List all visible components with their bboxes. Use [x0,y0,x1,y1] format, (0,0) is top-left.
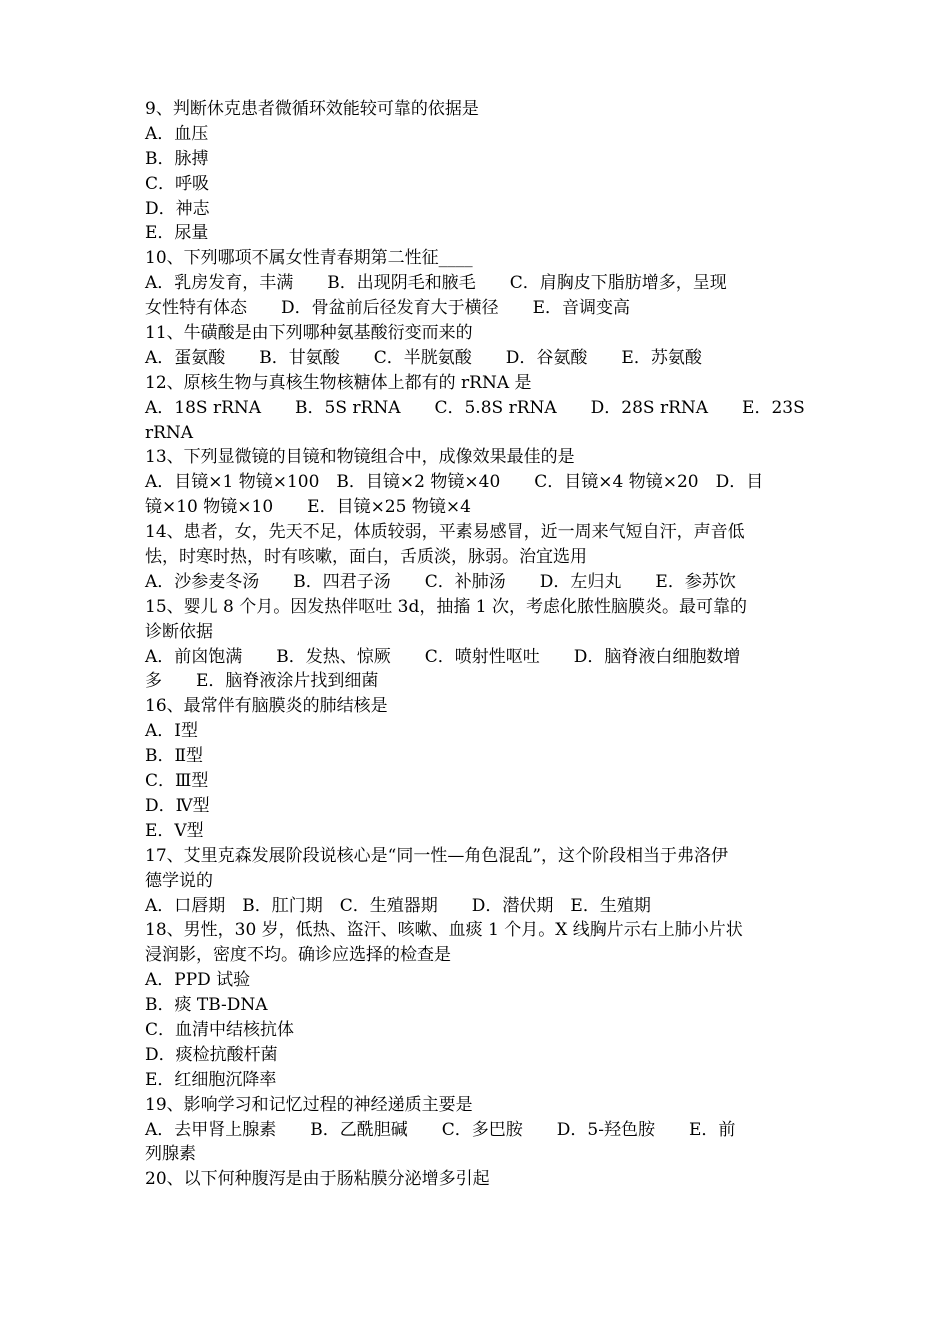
text-line: A．前囟饱满 B．发热、惊厥 C．喷射性呕吐 D．脑脊液白细胞数增 [145,646,741,667]
text-line: 15、婴儿 8 个月。因发热伴呕吐 3d，抽搐 1 次，考虑化脓性脑膜炎。最可靠的 [145,596,747,617]
text-line: A．蛋氨酸 B．甘氨酸 C．半胱氨酸 D．谷氨酸 E．苏氨酸 [145,347,702,368]
text-line: A．18S rRNA B．5S rRNA C．5.8S rRNA D．28S rRNA E．23S [145,397,805,418]
text-line: 怯，时寒时热，时有咳嗽，面白，舌质淡，脉弱。治宜选用 [145,547,587,568]
text-line: 11、牛磺酸是由下列哪种氨基酸衍变而来的 [145,323,473,344]
text-line: E．Ⅴ型 [145,820,204,841]
document-body [145,97,815,1192]
text-line: 德学说的 [145,870,213,891]
text-line: 18、男性，30 岁，低热、盗汗、咳嗽、血痰 1 个月。X 线胸片示右上肺小片状 [145,920,743,941]
text-line: A．口唇期 B．肛门期 C．生殖器期 D．潜伏期 E．生殖期 [145,895,651,916]
text-line: D．神志 [145,198,210,219]
text-line: 17、艾里克森发展阶段说核心是“同一性—角色混乱”，这个阶段相当于弗洛伊 [145,845,729,866]
text-line: B．脉搏 [145,148,209,169]
text-line: E．红细胞沉降率 [145,1069,277,1090]
text-line: A．血压 [145,123,209,144]
text-line: A．Ⅰ型 [145,721,198,742]
text-line: 16、最常伴有脑膜炎的肺结核是 [145,696,388,717]
text-line: A．沙参麦冬汤 B．四君子汤 C．补肺汤 D．左归丸 E．参苏饮 [145,571,736,592]
text-line: A．去甲肾上腺素 B．乙酰胆碱 C．多巴胺 D．5-羟色胺 E．前 [145,1119,736,1140]
text-line: C．呼吸 [145,173,210,194]
text-line: 女性特有体态 D．骨盆前后径发育大于横径 E．音调变高 [145,298,631,319]
text-line: 诊断依据 [145,621,213,642]
text-line: 镜×10 物镜×10 E．目镜×25 物镜×4 [145,497,471,518]
text-line: B．Ⅱ型 [145,746,204,767]
text-line: 9、判断休克患者微循环效能较可靠的依据是 [145,99,479,119]
text-line: 19、影响学习和记忆过程的神经递质主要是 [145,1094,473,1115]
text-line: 14、患者，女，先天不足，体质较弱，平素易感冒，近一周来气短自汗，声音低 [145,522,745,543]
text-line: A．PPD 试验 [145,970,251,991]
text-line: C．Ⅲ型 [145,771,209,792]
text-line: 多 E．脑脊液涂片找到细菌 [145,671,379,692]
text-line: 12、原核生物与真核生物核糖体上都有的 rRNA 是 [145,372,532,393]
text-line: E．尿量 [145,223,209,244]
text-line: B．痰 TB-DNA [145,995,268,1016]
text-line: C．血清中结核抗体 [145,1019,295,1040]
text-line: 列腺素 [145,1144,196,1165]
text-line: A．目镜×1 物镜×100 B．目镜×2 物镜×40 C．目镜×4 物镜×20 D．目 [145,472,764,493]
text-line: 20、以下何种腹泻是由于肠粘膜分泌增多引起 [145,1169,490,1190]
text-line: 浸润影，密度不均。确诊应选择的检查是 [145,945,451,966]
text-line: A．乳房发育，丰满 B．出现阴毛和腋毛 C．肩胸皮下脂肪增多，呈现 [145,273,727,294]
text-line: D．Ⅳ型 [145,795,210,816]
text-line: 13、下列显微镜的目镜和物镜组合中，成像效果最佳的是 [145,447,575,468]
text-line: rRNA [145,422,194,443]
text-line: 10、下列哪项不属女性青春期第二性征____ [145,248,473,269]
text-line: D．痰检抗酸杆菌 [145,1044,278,1065]
